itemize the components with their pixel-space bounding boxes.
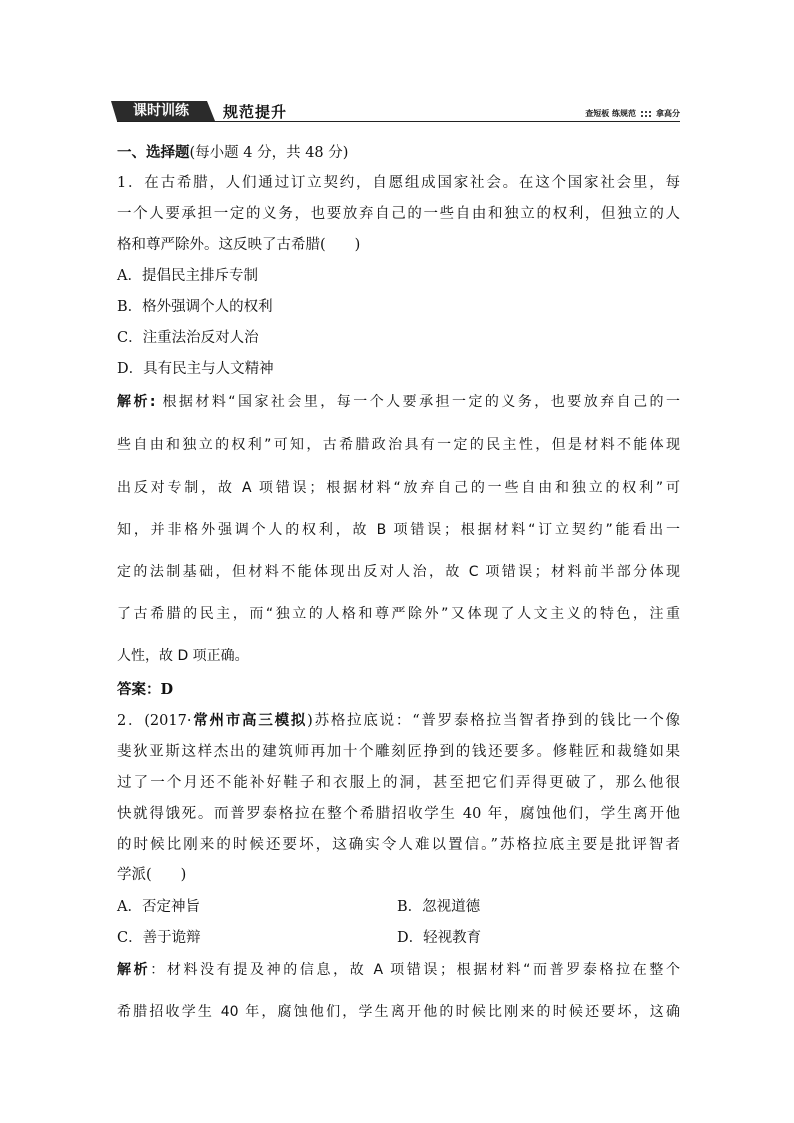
q2-option-c: C．善于诡辩 xyxy=(117,930,201,946)
q1-analysis-line-3: 出反对专制，故 A 项错误；根据材料“放弃自己的一些自由和独立的权利”可 xyxy=(117,480,680,496)
q1-analysis-line-2: 些自由和独立的权利”可知，古希腊政治具有一定的民主性，但是材料不能体现 xyxy=(117,437,680,453)
q2-option-b: B．忽视道德 xyxy=(397,899,481,915)
slogan-right: 拿高分 xyxy=(656,108,680,118)
q2-stem-line-4: 快就得饿死。而普罗泰格拉在整个希腊招收学生 40 年，腐蚀他们，学生离开他 xyxy=(117,806,680,822)
q1-option-b: B．格外强调个人的权利 xyxy=(117,299,273,315)
q2-option-d: D．轻视教育 xyxy=(397,930,482,946)
q1-analysis-line-6: 了古希腊的民主，而“独立的人格和尊严除外”又体现了人文主义的特色，注重 xyxy=(117,606,680,622)
q1-stem-line-3: 格和尊严除外。这反映了古希腊( ) xyxy=(117,237,361,253)
q1-answer: 答案：D xyxy=(117,681,174,698)
dots-icon xyxy=(640,110,652,118)
slogan-left: 查短板 练规范 xyxy=(585,108,636,118)
banner-subtitle: 规范提升 xyxy=(223,102,288,121)
q1-analysis-line-4: 知，并非格外强调个人的权利，故 B 项错误；根据材料“订立契约”能看出一 xyxy=(117,522,680,538)
q1-option-c: C．注重法治反对人治 xyxy=(117,330,259,346)
q1-option-d: D．具有民主与人文精神 xyxy=(117,361,274,377)
q1-option-a: A．提倡民主排斥专制 xyxy=(117,268,258,284)
q1-stem-line-2: 一个人要承担一定的义务，也要放弃自己的一些自由和独立的权利，但独立的人 xyxy=(117,206,680,222)
q2-analysis-line-2: 希腊招收学生 40 年，腐蚀他们，学生离开他的时候比刚来的时候还要坏，这确 xyxy=(117,1004,680,1020)
q2-analysis-label: 解析 xyxy=(117,962,151,978)
q2-stem-line-5: 的时候比刚来的时候还要坏，这确实令人难以置信。”苏格拉底主要是批评智者 xyxy=(117,837,680,853)
q2-stem-line-2: 斐狄亚斯这样杰出的建筑师再加十个雕刻匠挣到的钱还要多。修鞋匠和裁缝如果 xyxy=(117,744,680,760)
header-slogan xyxy=(585,108,680,119)
q2-source: 常州市高三模拟 xyxy=(191,712,308,729)
q2-analysis-line-1 xyxy=(117,959,680,979)
q1-analysis-line-7: 人性，故 D 项正确。 xyxy=(117,648,249,664)
q2-stem-line-3: 过了一个月还不能补好鞋子和衣服上的洞，甚至把它们弄得更破了，那么他很 xyxy=(117,775,680,791)
section-title-text: 一、选择题 xyxy=(117,144,190,161)
section-note: (每小题 4 分，共 48 分) xyxy=(189,145,349,161)
q1-analysis-label: 解析: xyxy=(117,394,156,410)
q2-stem-line-6: 学派( ) xyxy=(117,867,187,883)
section-title xyxy=(117,141,348,162)
q2-number: 2．(2017· xyxy=(117,713,192,729)
q1-analysis-line-5: 定的法制基础，但材料不能体现出反对人治，故 C 项错误；材料前半部分体现 xyxy=(117,564,680,580)
q2-option-a: A．否定神旨 xyxy=(117,899,200,915)
header-rule xyxy=(117,121,680,122)
section-banner xyxy=(117,101,287,121)
banner-tab: 课时训练 xyxy=(117,101,207,121)
q1-stem-line-1: 1．在古希腊，人们通过订立契约，自愿组成国家社会。在这个国家社会里，每 xyxy=(117,175,680,191)
q2-analysis-text-1: ：材料没有提及神的信息，故 A 项错误；根据材料“而普罗泰格拉在整个 xyxy=(150,962,681,978)
q1-analysis-line-1 xyxy=(117,391,680,411)
page-header xyxy=(117,100,680,124)
q1-analysis-text-1: 根据材料“国家社会里，每一个人要承担一定的义务，也要放弃自己的一 xyxy=(155,394,680,410)
q2-stem-line-1 xyxy=(117,709,680,730)
q2-stem-rest: )苏格拉底说：“普罗泰格拉当智者挣到的钱比一个像 xyxy=(307,713,680,729)
